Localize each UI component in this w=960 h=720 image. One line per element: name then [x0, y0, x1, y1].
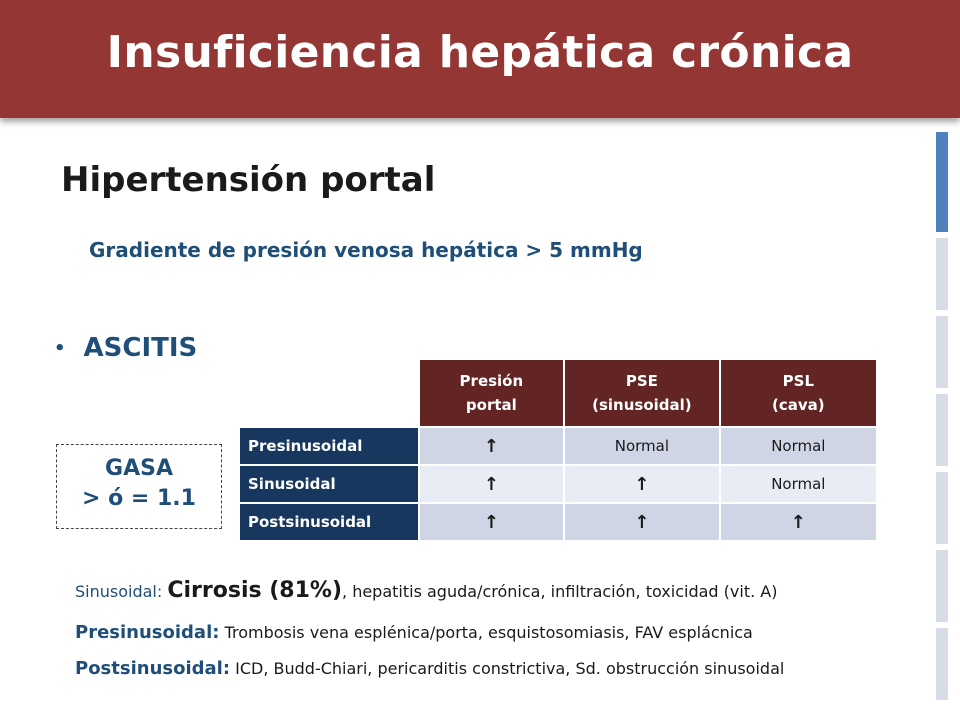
column-header [564, 359, 720, 427]
column-header-line: (cava) [772, 396, 825, 414]
table-cell: ↑ [564, 465, 720, 503]
table-header-row [239, 359, 877, 427]
slide-rail-segment [936, 628, 948, 700]
gasa-box [56, 444, 222, 529]
table-cell: Normal [720, 427, 877, 465]
table-cell: ↑ [419, 427, 564, 465]
column-header-line: portal [465, 396, 517, 414]
slide-rail-segment [936, 238, 948, 310]
slide-rail-segment [936, 394, 948, 466]
slide-rail-segment [936, 316, 948, 388]
column-header-line: (sinusoidal) [592, 396, 692, 414]
table-cell: ↑ [720, 503, 877, 541]
gasa-label: GASA [105, 456, 173, 481]
cause-text: ICD, Budd-Chiari, pericarditis constrictiva, Sd. obstrucción sinusoidal [230, 659, 785, 678]
table-row [239, 427, 877, 465]
cause-text: , hepatitis aguda/crónica, infiltración, toxicidad (vit. A) [342, 582, 778, 601]
cause-label: Sinusoidal: [75, 582, 163, 601]
cause-sinusoidal [75, 578, 777, 603]
table-cell: Normal [564, 427, 720, 465]
bullet-label: ASCITIS [83, 333, 198, 363]
slide-rail-segment [936, 472, 948, 544]
gradient-definition: Gradiente de presión venosa hepática > 5 mmHg [89, 238, 643, 262]
slide-rail-segment [936, 132, 948, 232]
bullet-ascitis [54, 333, 197, 363]
table-cell: ↑ [564, 503, 720, 541]
row-header: Presinusoidal [239, 427, 419, 465]
cause-highlight: Cirrosis (81%) [167, 578, 343, 603]
table-corner [239, 359, 419, 427]
title-bar [0, 0, 960, 118]
cause-postsinusoidal [75, 658, 784, 679]
column-header-line: PSL [782, 372, 815, 390]
cause-label: Postsinusoidal: [75, 658, 231, 679]
cause-label: Presinusoidal: [75, 622, 220, 643]
table-row [239, 465, 877, 503]
row-header: Postsinusoidal [239, 503, 419, 541]
pressure-table [238, 358, 878, 542]
slide-rail-segment [936, 550, 948, 622]
table-cell: Normal [720, 465, 877, 503]
cause-text: Trombosis vena esplénica/porta, esquistosomiasis, FAV esplácnica [219, 623, 753, 642]
column-header [419, 359, 564, 427]
column-header-line: PSE [625, 372, 658, 390]
table-row [239, 503, 877, 541]
slide-title: Insuficiencia hepática crónica [106, 27, 854, 78]
section-heading: Hipertensión portal [61, 160, 436, 200]
column-header-line: Presión [459, 372, 524, 390]
row-header: Sinusoidal [239, 465, 419, 503]
column-header [720, 359, 877, 427]
cause-presinusoidal [75, 622, 753, 643]
table-cell: ↑ [419, 503, 564, 541]
table-cell: ↑ [419, 465, 564, 503]
gasa-value: > ó = 1.1 [82, 486, 196, 511]
bullet-icon: • [54, 338, 66, 359]
